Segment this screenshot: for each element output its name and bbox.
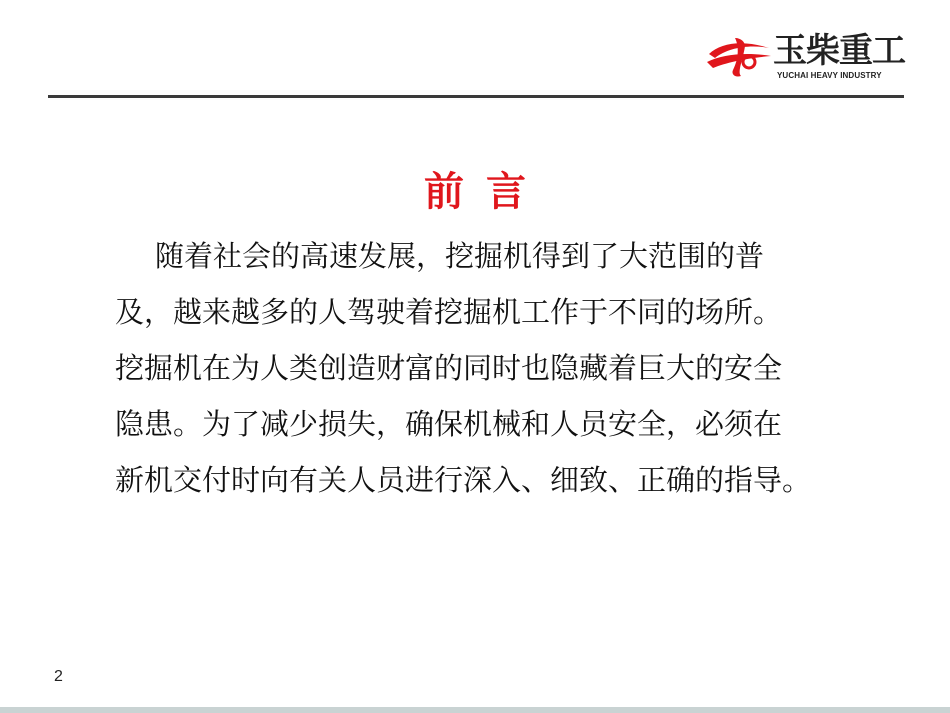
body-line: 隐患。为了减少损失，确保机械和人员安全，必须在 xyxy=(115,407,783,441)
footer-bar xyxy=(0,707,950,713)
body-line: 新机交付时向有关人员进行深入、细致、正确的指导。 xyxy=(115,463,812,497)
body-line: 挖掘机在为人类创造财富的同时也隐藏着巨大的安全 xyxy=(115,351,783,385)
body-line: 随着社会的高速发展，挖掘机得到了大范围的普 xyxy=(155,239,765,273)
logo-text-en: YUCHAI HEAVY INDUSTRY xyxy=(777,71,882,80)
body-paragraph xyxy=(115,228,855,508)
yuchai-logo-icon xyxy=(705,32,773,82)
header-divider xyxy=(48,95,904,98)
logo-text-cn: 玉柴重工 xyxy=(773,31,905,71)
company-logo xyxy=(705,30,905,85)
body-line: 及，越来越多的人驾驶着挖掘机工作于不同的场所。 xyxy=(115,295,783,329)
page-number: 2 xyxy=(54,668,63,685)
slide-title: 前言 xyxy=(424,168,548,215)
